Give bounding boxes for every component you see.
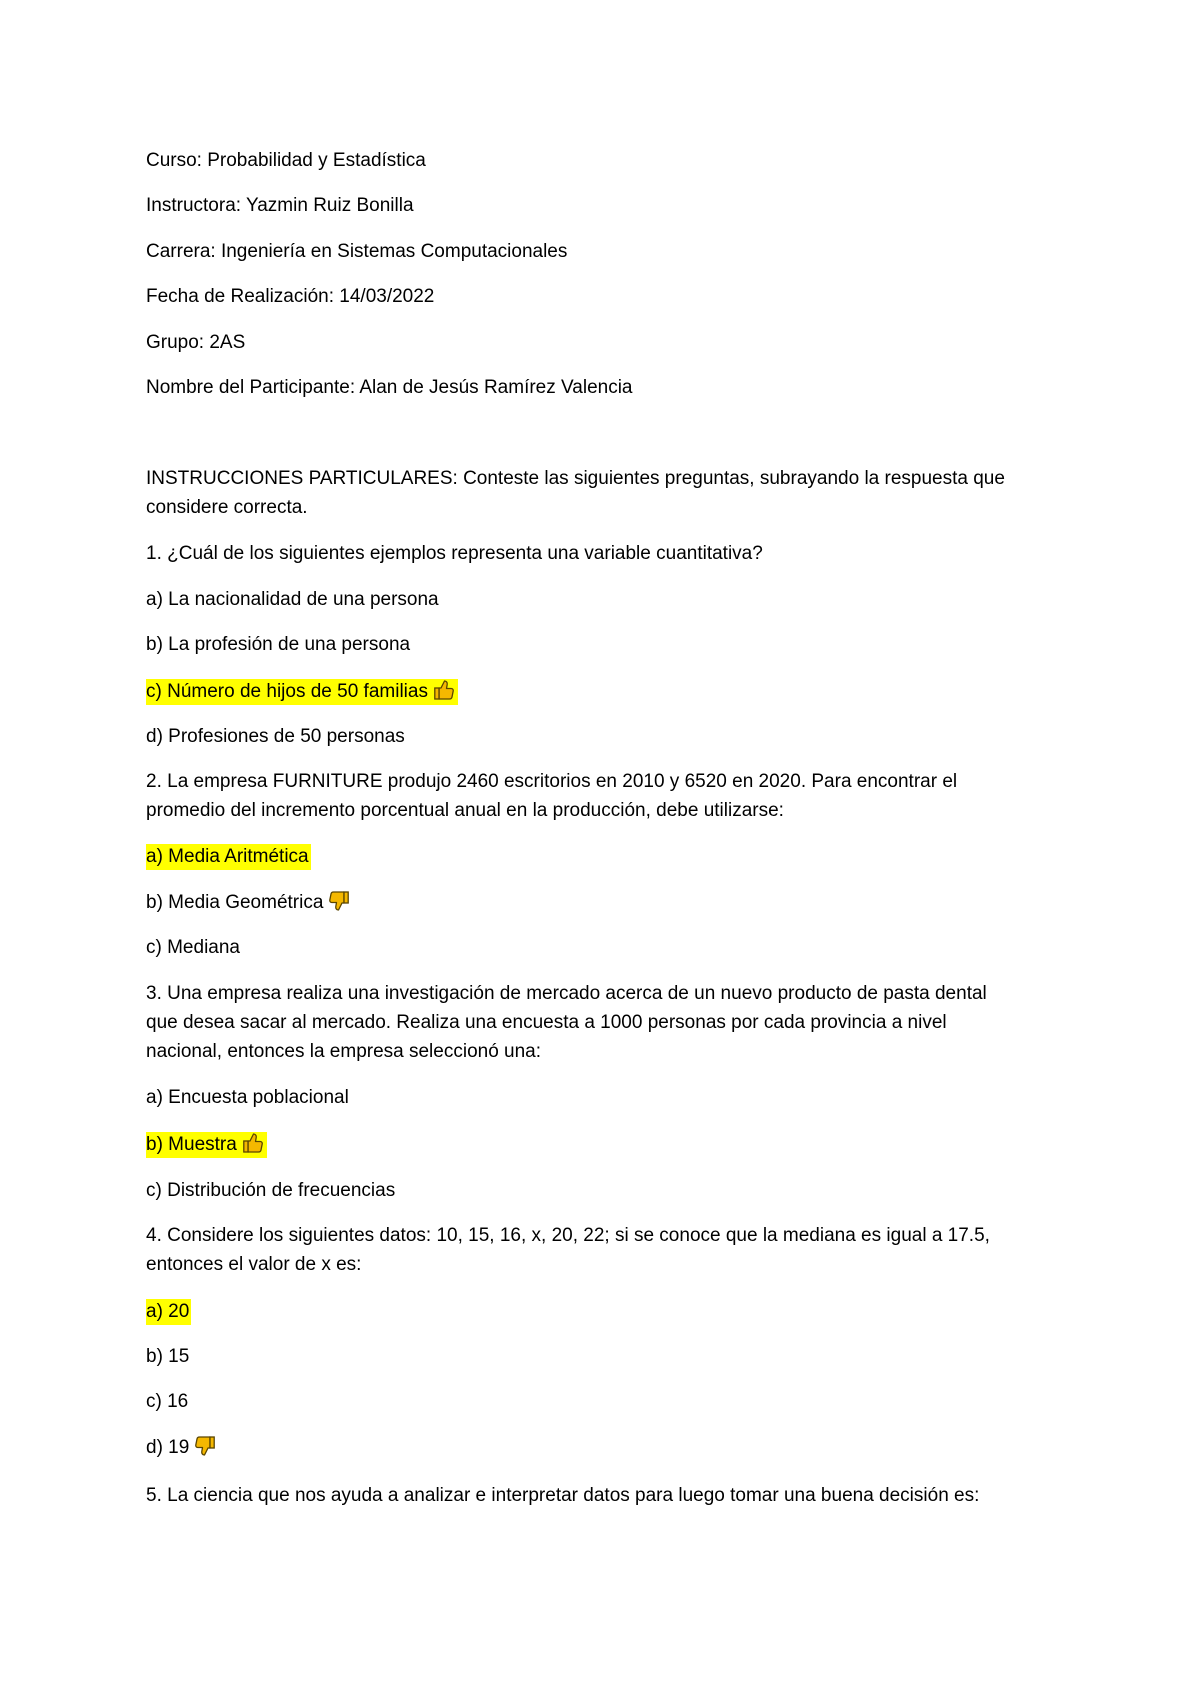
course-line: Curso: Probabilidad y Estadística [146,150,426,171]
question-1-option-d: d) Profesiones de 50 personas [146,726,405,747]
thumbs-down-icon [327,889,351,913]
question-2-text-line-1: 2. La empresa FURNITURE produjo 2460 escritorios en 2010 y 6520 en 2020. Para encontrar el [146,771,958,792]
question-3-text-line-2: que desea sacar al mercado. Realiza una encuesta a 1000 personas por cada provincia a nivel [146,1012,947,1033]
question-3-text-line-1: 3. Una empresa realiza una investigación de mercado acerca de un nuevo producto de pasta dental [146,983,987,1004]
group-line: Grupo: 2AS [146,332,246,353]
thumbs-up-icon [241,1131,265,1155]
question-1-option-a: a) La nacionalidad de una persona [146,589,439,610]
question-4-option-a: a) 20 [146,1297,191,1326]
career-line: Carrera: Ingeniería en Sistemas Computacionales [146,241,568,262]
question-4-text-line-2: entonces el valor de x es: [146,1254,362,1275]
question-2-text-line-2: promedio del incremento porcentual anual en la producción, debe utilizarse: [146,800,784,821]
thumbs-up-icon [432,678,456,702]
instructions-line-1: INSTRUCCIONES PARTICULARES: Conteste las siguientes preguntas, subrayando la respuesta que [146,468,1005,489]
question-3-option-a: a) Encuesta poblacional [146,1087,349,1108]
question-3-text-line-3: nacional, entonces la empresa seleccionó una: [146,1041,542,1062]
thumbs-down-icon [193,1434,217,1458]
question-4-text-line-1: 4. Considere los siguientes datos: 10, 15, 16, x, 20, 22; si se conoce que la mediana es igual a 17.5, [146,1225,990,1246]
question-2-option-c: c) Mediana [146,937,240,958]
question-1-option-b: b) La profesión de una persona [146,634,411,655]
question-2-option-a: a) Media Aritmética [146,842,311,871]
instructions-line-2: considere correcta. [146,497,308,518]
participant-name-line: Nombre del Participante: Alan de Jesús Ramírez Valencia [146,377,633,398]
question-2-option-b: b) Media Geométrica [146,888,351,917]
question-1-option-c: c) Número de hijos de 50 familias [146,677,458,706]
instructor-line: Instructora: Yazmin Ruiz Bonilla [146,195,414,216]
question-1-text: 1. ¿Cuál de los siguientes ejemplos representa una variable cuantitativa? [146,543,763,564]
question-4-option-b: b) 15 [146,1346,190,1367]
question-4-option-d: d) 19 [146,1433,217,1462]
date-line: Fecha de Realización: 14/03/2022 [146,286,435,307]
question-3-option-b: b) Muestra [146,1130,267,1159]
question-3-option-c: c) Distribución de frecuencias [146,1180,396,1201]
question-5-text: 5. La ciencia que nos ayuda a analizar e interpretar datos para luego tomar una buena decisión es: [146,1485,980,1506]
question-4-option-c: c) 16 [146,1391,189,1412]
